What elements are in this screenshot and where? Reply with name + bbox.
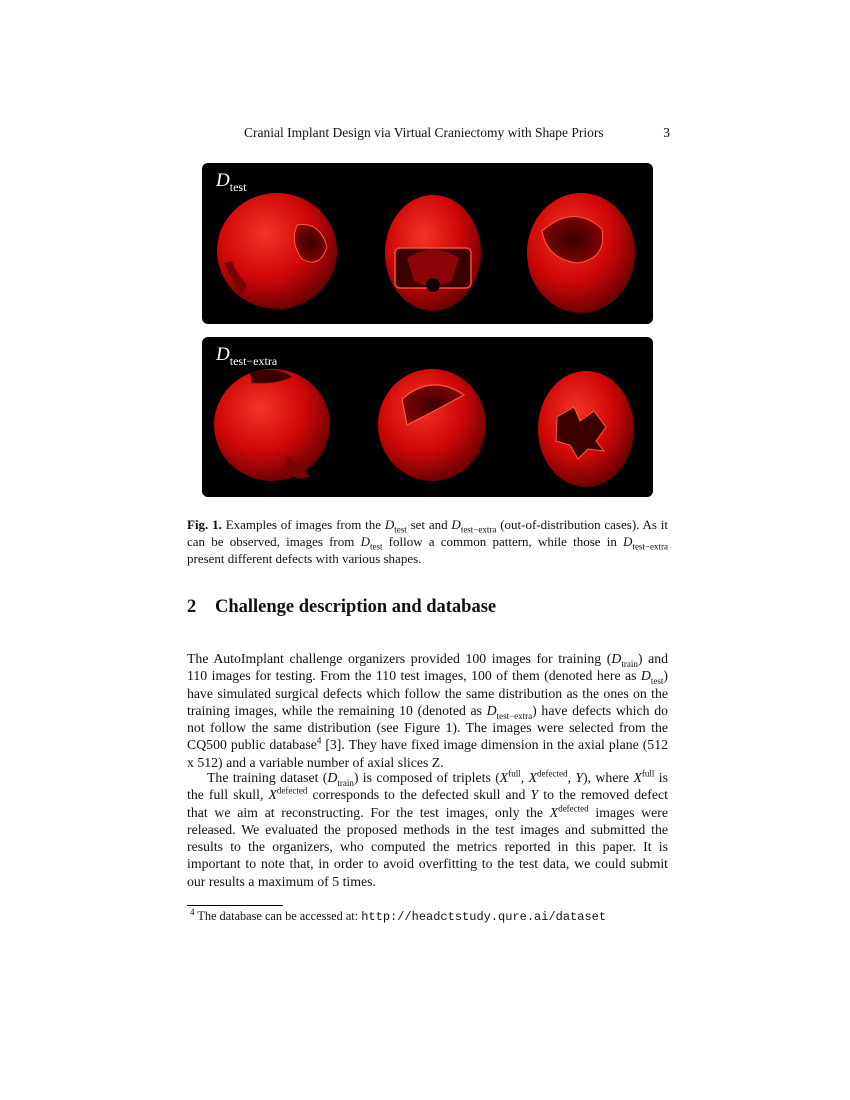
figure-panel-test-extra <box>202 337 653 497</box>
skull-6 <box>538 371 634 487</box>
skull-1 <box>217 193 337 309</box>
caption-label: Fig. 1. <box>187 517 222 532</box>
skull-renders-test <box>202 163 653 324</box>
skull-5 <box>378 369 486 481</box>
figure-caption: Fig. 1. Examples of images from the $D_{test}$ set and $D_{test-extra}$ (out-of-distribution cases). As it can be observed, images from $D_{test}$ follow a common pattern, while those in $D_{test-extra}$ present different defects with various shapes. <box>187 517 668 566</box>
skull-2 <box>385 195 481 311</box>
running-head <box>244 125 670 141</box>
figure-panel-test <box>202 163 653 324</box>
skull-4 <box>214 369 330 481</box>
dataset-link[interactable]: http://headctstudy.qure.ai/dataset <box>361 910 607 924</box>
footnote-ref[interactable]: 4 <box>316 735 322 746</box>
running-title: Cranial Implant Design via Virtual Craniectomy with Shape Priors <box>244 125 604 140</box>
page-number: 3 <box>663 125 670 140</box>
panel-label-test-extra: $D_{test-extra}$ <box>216 344 278 368</box>
skull-3 <box>527 193 635 313</box>
panel-label-test: $D_{test}$ <box>216 170 247 194</box>
section-title: Challenge description and database <box>215 597 497 617</box>
footnote: $^4$ The database can be accessed at: http://headctstudy.qure.ai/dataset <box>190 906 607 924</box>
paragraph-1: The AutoImplant challenge organizers provided 100 images for training $(D_{train})$ and 110 images for testing. From the 110 test images, 100 of them (denoted here as $D_{test}$) have simulated surgical defects which follow the same distribution as the ones on the training images, while the remaining 10 (denoted as $D_{test-extra}$) have defects which do not follow the same distribution (see Figure 1). The images were selected from the CQ500 public database$^4$ [3]. They have fixed image dimension in the axial plane (512 x 512) and a variable number of axial slices Z. <box>187 651 669 770</box>
section-heading <box>187 597 496 618</box>
footnote-rule <box>187 905 283 906</box>
section-number: 2 <box>187 597 197 617</box>
footnote-mark: 4 <box>190 906 195 917</box>
paragraph-2: The training dataset $(D_{train})$ is composed of triplets ($X^{full}$, $X^{defected}$, Y), where $X^{full}$ is the full skull, $X^{defected}$ corresponds to the defected skull and Y to the removed defect that we aim at reconstructing. For the test images, only the $X^{defected}$ images were released. We evaluated the proposed methods in the test images and submitted the results to the organizers, who computed the metrics reported in this paper. It is important to note that, in order to avoid overfitting to the test data, we could submit our results a maximum of 5 times. <box>187 768 668 889</box>
